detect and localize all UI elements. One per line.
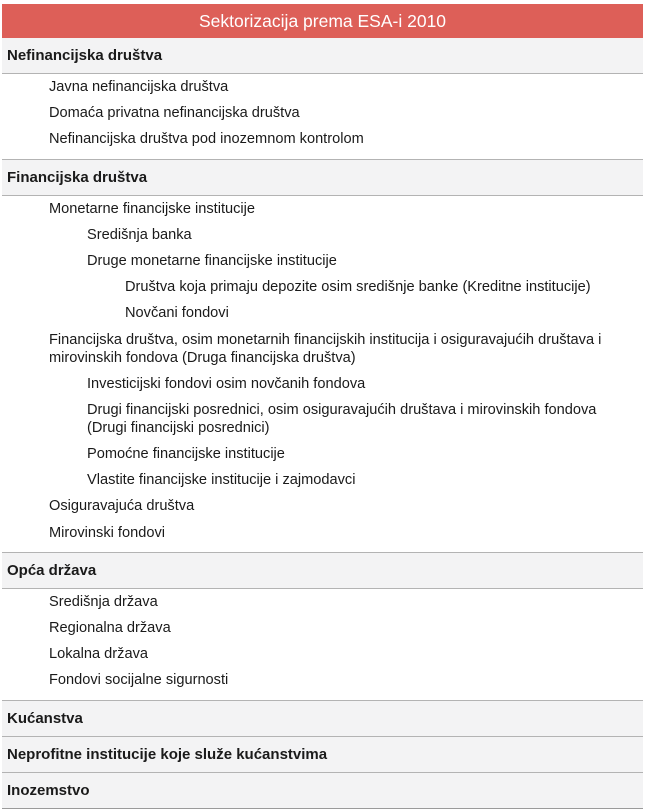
list-item: Drugi financijski posrednici, osim osiguravajućih društava i mirovinskih fondova (Drugi financijski posrednici)	[87, 401, 597, 436]
section-header-nonfinancial-corporations: Nefinancijska društva	[2, 38, 643, 74]
list-item: Pomoćne financijske institucije	[87, 446, 285, 463]
list-item: Osiguravajuća društva	[49, 498, 195, 515]
section-header-households: Kućanstva	[2, 701, 643, 737]
list-item: Regionalna država	[49, 620, 171, 636]
section-body-financial-corporations	[2, 196, 643, 553]
list-item: Financijska društva, osim monetarnih financijskih institucija i osiguravajućih društava i mirovinskih fondova (Druga financijska društva)	[49, 331, 602, 366]
list-item: Javna nefinancijska društva	[49, 79, 229, 95]
section-header-general-government: Opća država	[2, 553, 643, 589]
sectorization-table	[2, 4, 643, 809]
table-title: Sektorizacija prema ESA-i 2010	[2, 4, 643, 38]
list-item: Monetarne financijske institucije	[49, 200, 256, 217]
section-header-rest-of-world: Inozemstvo	[2, 773, 643, 809]
list-item: Fondovi socijalne sigurnosti	[49, 672, 229, 689]
list-item: Investicijski fondovi osim novčanih fondova	[87, 375, 366, 392]
section-header-npish: Neprofitne institucije koje služe kućanstvima	[2, 737, 643, 773]
list-item: Vlastite financijske institucije i zajmodavci	[87, 472, 356, 489]
list-item: Društva koja primaju depozite osim središnje banke (Kreditne institucije)	[125, 279, 591, 296]
section-body-nonfinancial-corporations	[2, 74, 643, 160]
list-item: Središnja banka	[87, 226, 192, 243]
list-item: Novčani fondovi	[125, 305, 229, 322]
list-item: Središnja država	[49, 593, 158, 610]
list-item: Nefinancijska društva pod inozemnom kontrolom	[49, 131, 364, 148]
section-header-financial-corporations: Financijska društva	[2, 160, 643, 196]
section-body-general-government	[2, 589, 643, 701]
list-item: Lokalna država	[49, 646, 148, 663]
list-item: Druge monetarne financijske institucije	[87, 252, 337, 269]
list-item: Mirovinski fondovi	[49, 524, 165, 541]
list-item: Domaća privatna nefinancijska društva	[49, 105, 300, 122]
